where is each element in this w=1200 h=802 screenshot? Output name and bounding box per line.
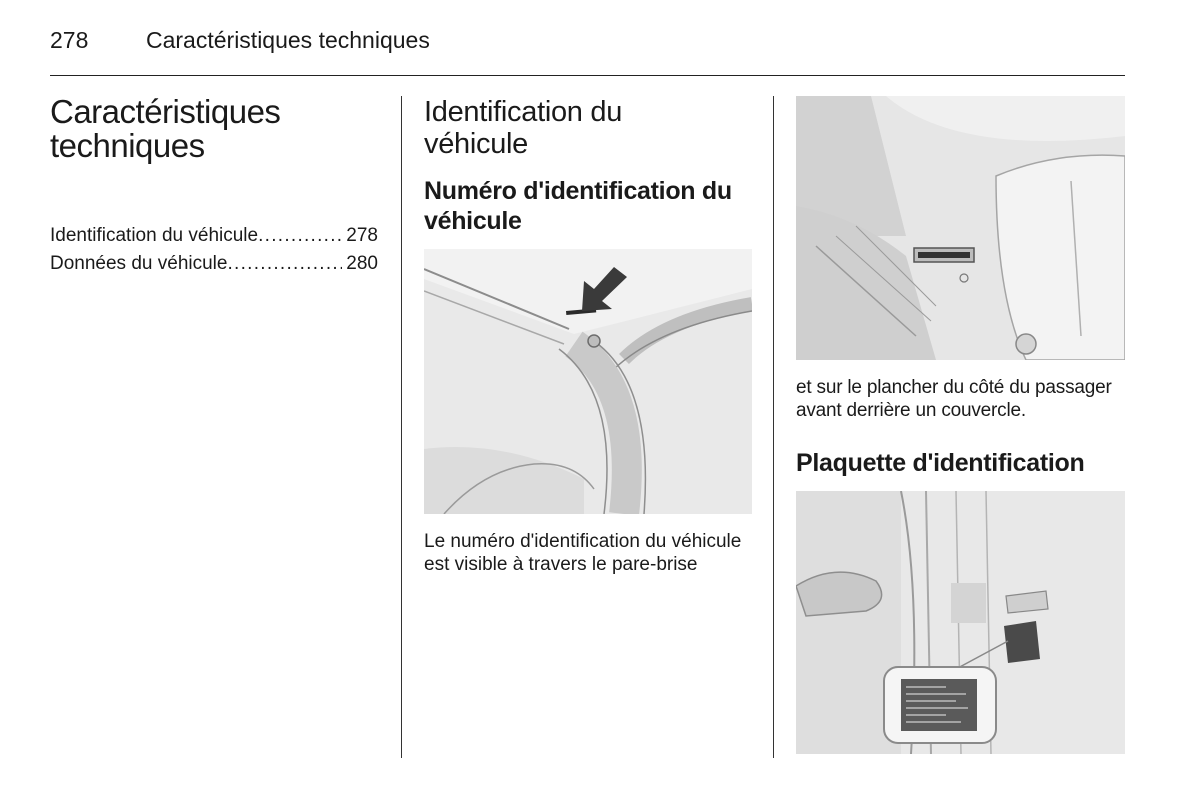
chapter-title-line2: techniques bbox=[50, 127, 205, 164]
identification-plate-illustration bbox=[796, 491, 1125, 754]
vin-heading-line1: Numéro d'identification du bbox=[424, 177, 732, 205]
vin-text-line2: est visible à travers le pare-brise bbox=[424, 554, 698, 575]
section-title bbox=[424, 96, 764, 160]
table-of-contents bbox=[50, 222, 378, 278]
chapter-title bbox=[50, 95, 390, 163]
section-title-line2: véhicule bbox=[424, 128, 528, 160]
vin-heading bbox=[424, 176, 764, 236]
header-divider bbox=[50, 75, 1125, 76]
plate-heading: Plaquette d'identification bbox=[796, 449, 1085, 477]
vin-text-line1: Le numéro d'identification du véhicule bbox=[424, 531, 742, 552]
toc-leader-dots bbox=[227, 250, 342, 278]
toc-entry[interactable] bbox=[50, 250, 378, 278]
toc-leader-dots bbox=[258, 222, 342, 250]
toc-entry[interactable] bbox=[50, 222, 378, 250]
page-header bbox=[50, 27, 1125, 77]
page-number: 278 bbox=[50, 27, 89, 53]
column-divider-left bbox=[401, 96, 402, 758]
running-title: Caractéristiques techniques bbox=[146, 27, 430, 53]
floor-text-line2: avant derrière un couvercle. bbox=[796, 400, 1026, 421]
vin-heading-line2: véhicule bbox=[424, 207, 522, 235]
toc-entry-page: 278 bbox=[346, 225, 378, 246]
toc-entry-label: Identification du véhicule bbox=[50, 225, 259, 246]
floor-text-line1: et sur le plancher du côté du passager bbox=[796, 377, 1112, 398]
floor-description bbox=[796, 376, 1136, 422]
windshield-vin-illustration bbox=[424, 249, 752, 514]
section-title-line1: Identification du bbox=[424, 96, 623, 128]
floor-cover-illustration bbox=[796, 96, 1125, 360]
toc-entry-label: Données du véhicule bbox=[50, 253, 228, 274]
toc-entry-page: 280 bbox=[346, 253, 378, 274]
chapter-title-line1: Caractéristiques bbox=[50, 93, 281, 130]
column-divider-right bbox=[773, 96, 774, 758]
vin-description bbox=[424, 530, 764, 576]
